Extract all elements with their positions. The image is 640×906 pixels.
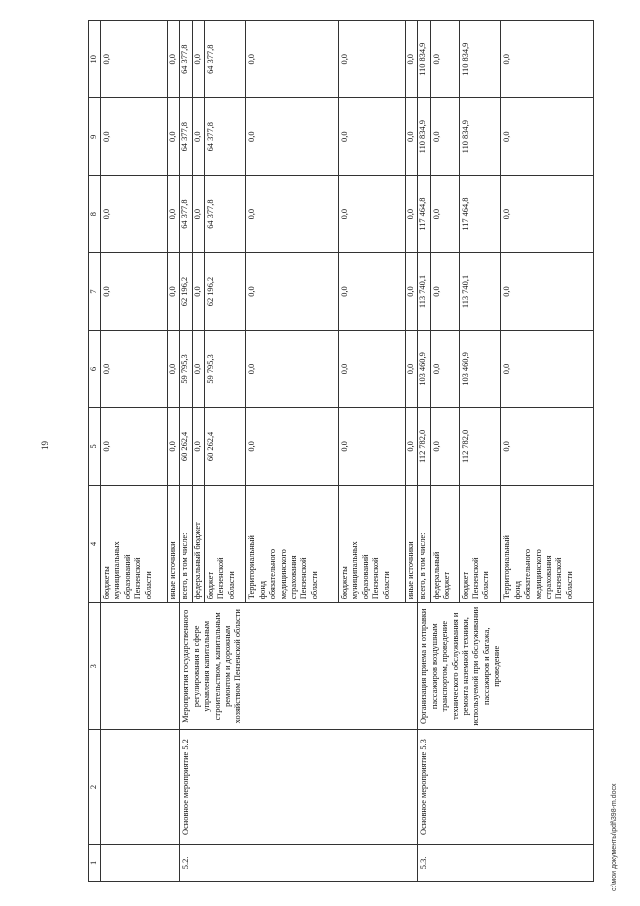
value-cell: 0,0	[168, 175, 180, 252]
value-cell: 0,0	[101, 21, 168, 99]
value-cell: 0,0	[430, 98, 459, 175]
value-cell: 0,0	[192, 21, 204, 99]
value-cell: 0,0	[101, 98, 168, 175]
value-cell: 64 377,8	[204, 21, 246, 99]
activity-name: Основное мероприятие 5.3	[418, 730, 594, 845]
col-number: 10	[89, 21, 101, 99]
value-cell: 0,0	[101, 253, 168, 330]
item-number: 5.2.	[180, 844, 418, 881]
value-cell: 0,0	[246, 408, 339, 485]
value-cell: 0,0	[168, 330, 180, 407]
value-cell: 103 460,9	[418, 330, 430, 407]
value-cell: 0,0	[192, 408, 204, 485]
value-cell: 0,0	[430, 408, 459, 485]
value-cell: 0,0	[192, 175, 204, 252]
value-cell: 0,0	[501, 408, 594, 485]
col-number: 4	[89, 485, 101, 603]
value-cell: 0,0	[339, 330, 406, 407]
value-cell: 64 377,8	[180, 21, 192, 99]
funding-source: бюджеты муниципальных образований Пензенской области	[339, 485, 406, 603]
funding-table	[88, 20, 594, 882]
value-cell: 0,0	[339, 98, 406, 175]
value-cell: 113 740,1	[459, 253, 501, 330]
value-cell: 64 377,8	[204, 175, 246, 252]
value-cell: 0,0	[501, 175, 594, 252]
value-cell: 0,0	[406, 21, 418, 99]
value-cell: 0,0	[501, 21, 594, 99]
value-cell: 64 377,8	[180, 175, 192, 252]
value-cell: 0,0	[246, 253, 339, 330]
col-number: 6	[89, 330, 101, 407]
value-cell: 0,0	[246, 330, 339, 407]
item-number: 5.3.	[418, 844, 594, 881]
activity-name: Основное мероприятие 5.2	[180, 730, 418, 845]
value-cell: 59 795,3	[180, 330, 192, 407]
funding-source: бюджеты муниципальных образований Пензенской области	[101, 485, 168, 603]
value-cell: 0,0	[501, 253, 594, 330]
col-number: 9	[89, 98, 101, 175]
funding-source: Территориальный фонд обязательного медицинского страхования Пензенской области	[246, 485, 339, 603]
value-cell: 0,0	[430, 175, 459, 252]
funding-source: всего, в том числе:	[180, 485, 192, 603]
value-cell: 62 196,2	[180, 253, 192, 330]
value-cell: 0,0	[406, 98, 418, 175]
value-cell: 0,0	[192, 330, 204, 407]
table-row	[418, 21, 430, 882]
value-cell: 0,0	[168, 21, 180, 99]
col-number: 5	[89, 408, 101, 485]
value-cell: 0,0	[501, 330, 594, 407]
value-cell: 60 262,4	[204, 408, 246, 485]
col-number: 2	[89, 730, 101, 845]
funding-source: бюджет Пензенской области	[459, 485, 501, 603]
value-cell: 62 196,2	[204, 253, 246, 330]
value-cell: 0,0	[246, 21, 339, 99]
value-cell: 0,0	[406, 330, 418, 407]
col-number: 8	[89, 175, 101, 252]
funding-source: всего, в том числе:	[418, 485, 430, 603]
value-cell: 0,0	[339, 408, 406, 485]
value-cell: 0,0	[192, 98, 204, 175]
value-cell: 0,0	[101, 408, 168, 485]
funding-source: федеральный бюджет	[192, 485, 204, 603]
funding-source: иные источники	[406, 485, 418, 603]
value-cell: 0,0	[246, 98, 339, 175]
value-cell: 112 782,0	[459, 408, 501, 485]
page-number: 19	[40, 441, 50, 450]
table-row	[180, 21, 192, 882]
value-cell: 0,0	[406, 408, 418, 485]
value-cell: 110 834,9	[418, 21, 430, 99]
col-number: 7	[89, 253, 101, 330]
value-cell: 0,0	[168, 98, 180, 175]
value-cell: 113 740,1	[418, 253, 430, 330]
value-cell: 64 377,8	[204, 98, 246, 175]
value-cell: 0,0	[406, 175, 418, 252]
funding-source: иные источники	[168, 485, 180, 603]
value-cell: 0,0	[430, 330, 459, 407]
value-cell: 0,0	[101, 175, 168, 252]
activity-description: Организация приема и отправки пассажиров воздушным транспортом, проведение технического обслуживания и ремонта наземной техники, используемой при обслуживании пассажиров и багажа, проведение	[418, 603, 594, 730]
column-number-row	[89, 21, 101, 882]
funding-source: федеральный бюджет	[430, 485, 459, 603]
value-cell: 0,0	[101, 330, 168, 407]
table-row	[101, 21, 168, 882]
value-cell: 110 834,9	[459, 21, 501, 99]
value-cell: 117 464,8	[418, 175, 430, 252]
funding-source: Территориальный фонд обязательного медицинского страхования Пензенской области	[501, 485, 594, 603]
value-cell: 0,0	[406, 253, 418, 330]
value-cell: 110 834,9	[418, 98, 430, 175]
funding-source: бюджет Пензенской области	[204, 485, 246, 603]
col-number: 3	[89, 603, 101, 730]
value-cell: 60 262,4	[180, 408, 192, 485]
value-cell: 64 377,8	[180, 98, 192, 175]
value-cell: 0,0	[339, 175, 406, 252]
value-cell: 0,0	[430, 21, 459, 99]
value-cell: 110 834,9	[459, 98, 501, 175]
value-cell: 0,0	[339, 253, 406, 330]
value-cell: 0,0	[246, 175, 339, 252]
value-cell: 112 782,0	[418, 408, 430, 485]
value-cell: 0,0	[168, 408, 180, 485]
value-cell: 103 460,9	[459, 330, 501, 407]
rotated-table-wrapper	[88, 20, 594, 882]
value-cell: 0,0	[339, 21, 406, 99]
value-cell: 0,0	[192, 253, 204, 330]
value-cell: 0,0	[501, 98, 594, 175]
footer-file-path: c:\мои документы\pdf\398-m.docx	[611, 783, 618, 891]
col-number: 1	[89, 844, 101, 881]
activity-description: Мероприятия государственного регулирования в сфере управления капитальным строительством, капитальным ремонтом и дорожным хозяйством Пензенской области	[180, 603, 418, 730]
value-cell: 0,0	[430, 253, 459, 330]
value-cell: 59 795,3	[204, 330, 246, 407]
value-cell: 0,0	[168, 253, 180, 330]
value-cell: 117 464,8	[459, 175, 501, 252]
